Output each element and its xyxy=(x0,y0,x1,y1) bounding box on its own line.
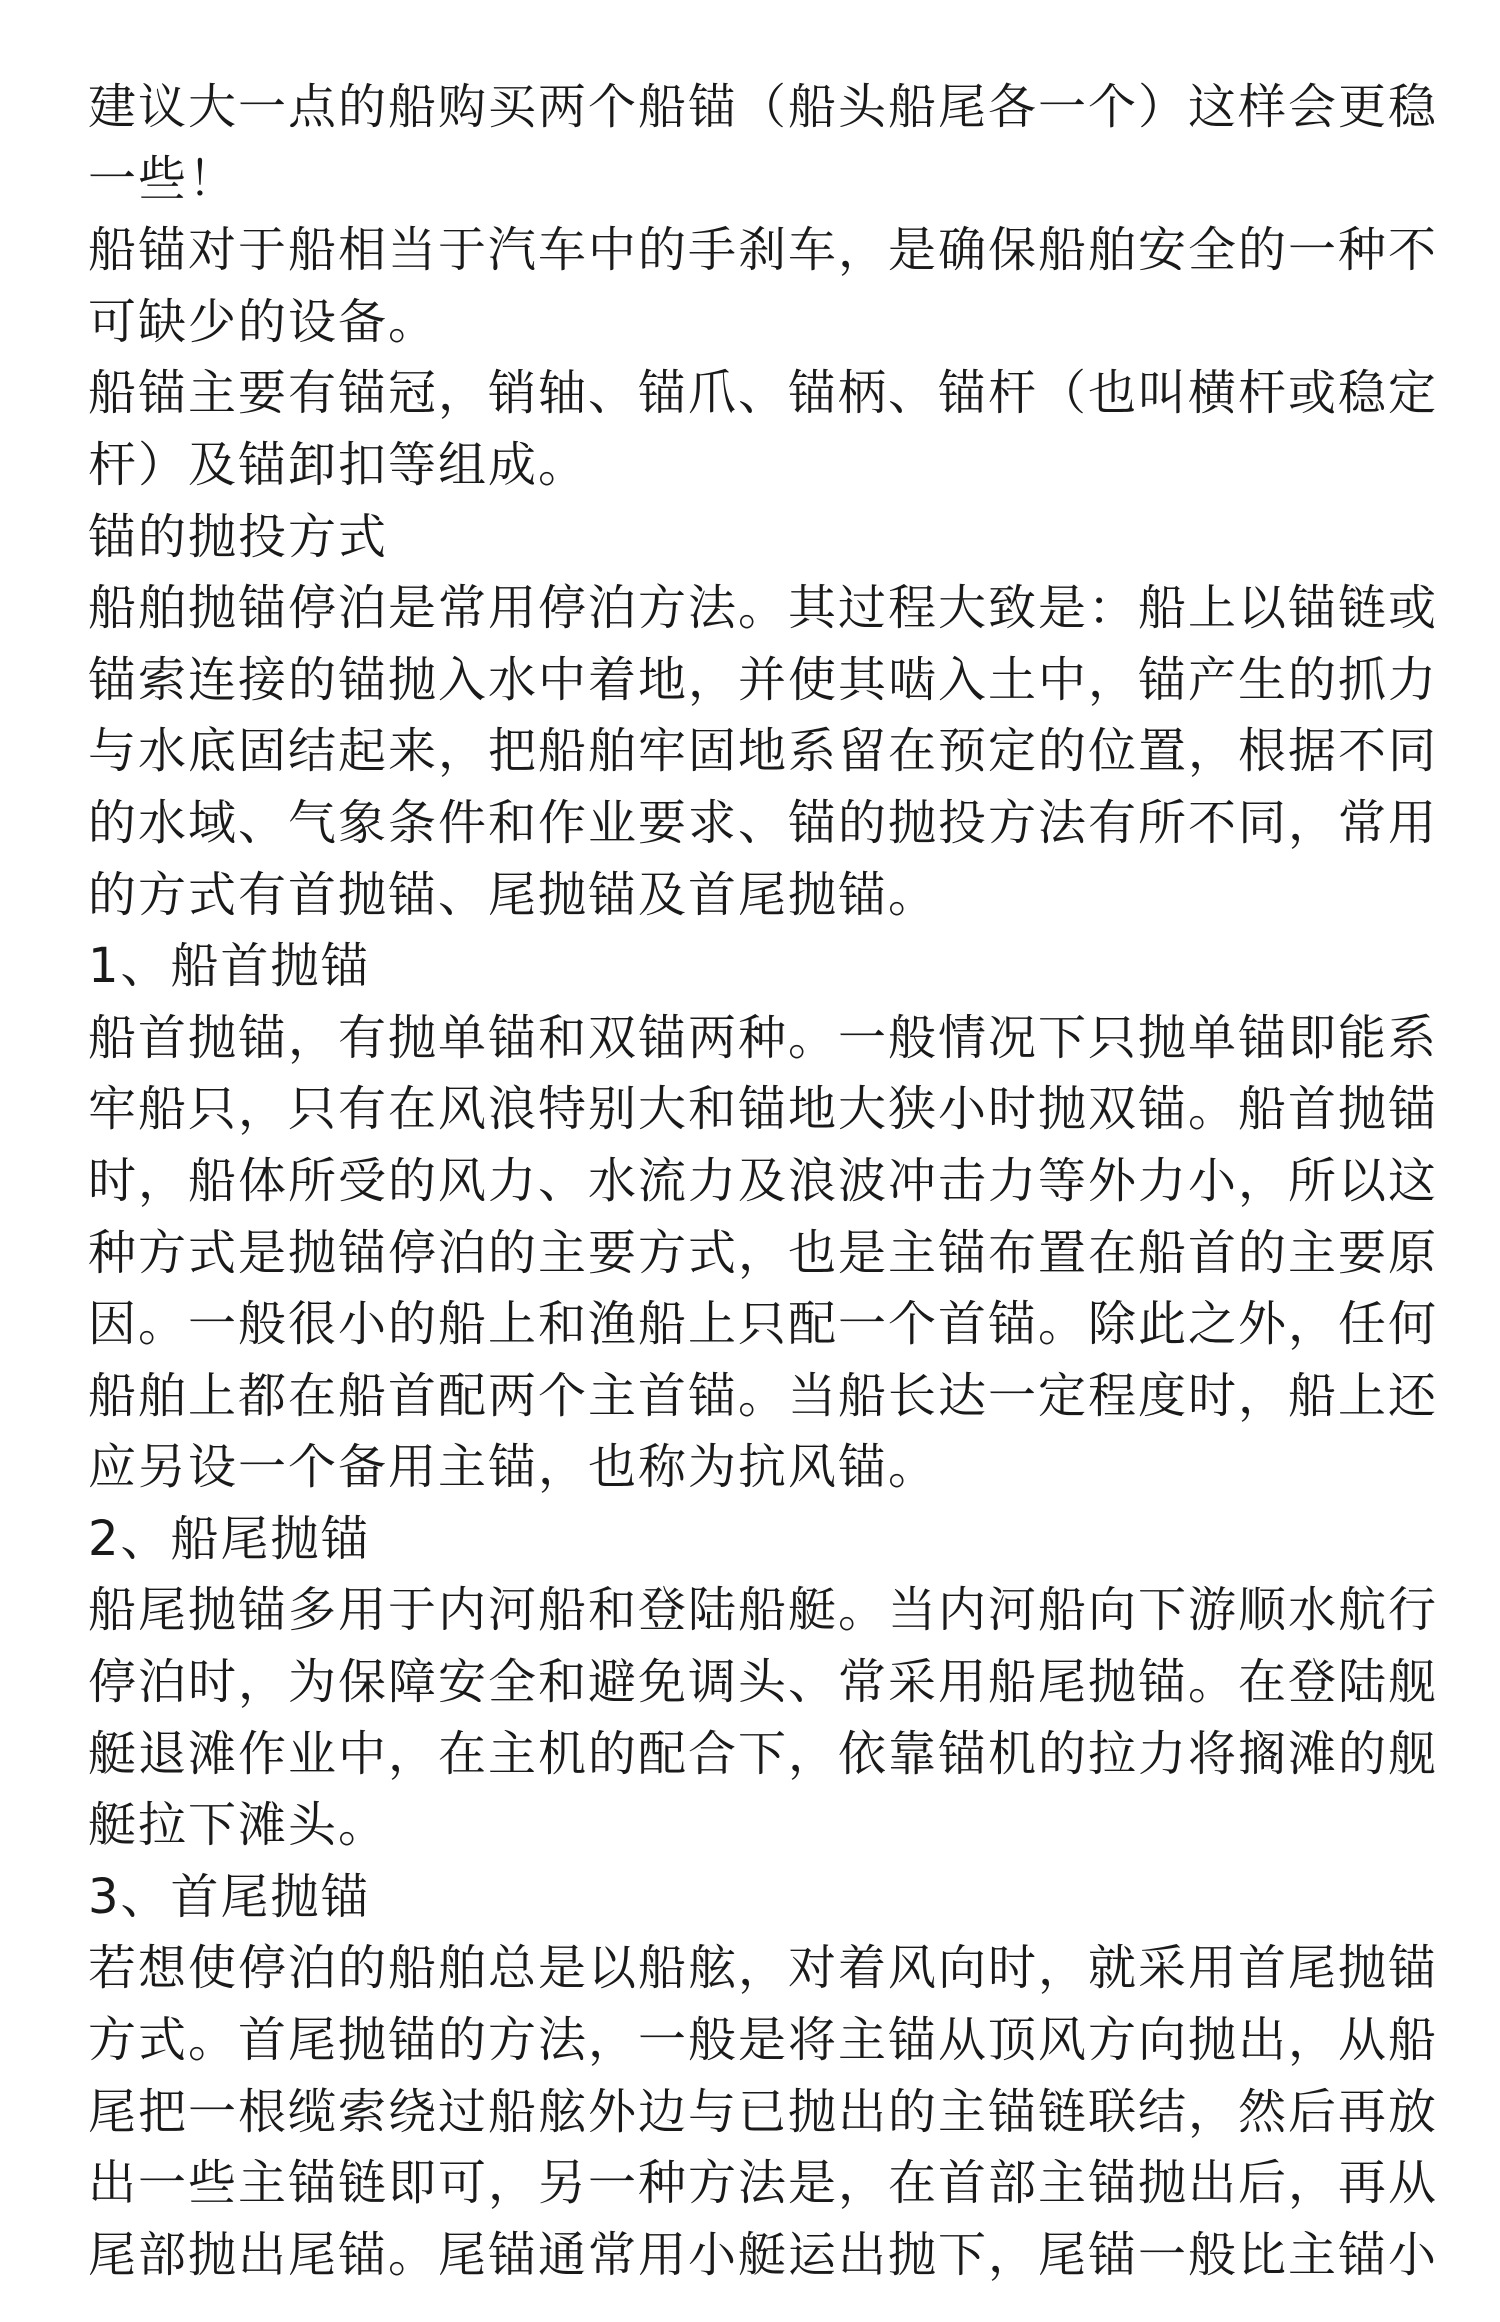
text-line: 船锚对于船相当于汽车中的手刹车，是确保船舶安全的一种不 xyxy=(88,222,1439,279)
text-line: 尾把一根缆索绕过船舷外边与已抛出的主锚链联结，然后再放 xyxy=(88,2083,1439,2140)
text-line: 杆）及锚卸扣等组成。 xyxy=(88,436,589,493)
section-heading: 3、首尾抛锚 xyxy=(88,1868,371,1925)
text-line: 应另设一个备用主锚，也称为抗风锚。 xyxy=(88,1439,939,1496)
text-line: 艇拉下滩头。 xyxy=(88,1797,389,1854)
text-line: 时，船体所受的风力、水流力及浪波冲击力等外力小，所以这 xyxy=(88,1152,1439,1209)
text-line: 牢船只，只有在风浪特别大和锚地大狭小时抛双锚。船首抛锚 xyxy=(88,1081,1439,1138)
section-heading: 2、船尾抛锚 xyxy=(88,1510,371,1567)
text-line: 种方式是抛锚停泊的主要方式，也是主锚布置在船首的主要原 xyxy=(88,1224,1439,1281)
text-line: 船尾抛锚多用于内河船和登陆船艇。当内河船向下游顺水航行 xyxy=(88,1582,1439,1639)
text-line: 的水域、气象条件和作业要求、锚的抛投方法有所不同，常用 xyxy=(88,794,1439,851)
text-line: 船锚主要有锚冠，销轴、锚爪、锚柄、锚杆（也叫横杆或稳定 xyxy=(88,365,1439,422)
text-line: 因。一般很小的船上和渔船上只配一个首锚。除此之外，任何 xyxy=(88,1296,1439,1353)
text-line: 船首抛锚，有抛单锚和双锚两种。一般情况下只抛单锚即能系 xyxy=(88,1009,1439,1066)
text-line: 一些！ xyxy=(88,150,239,207)
text-line: 船舶抛锚停泊是常用停泊方法。其过程大致是：船上以锚链或 xyxy=(88,580,1439,637)
text-line: 艇退滩作业中，在主机的配合下，依靠锚机的拉力将搁滩的舰 xyxy=(88,1725,1439,1782)
text-line: 锚索连接的锚抛入水中着地，并使其啮入土中，锚产生的抓力 xyxy=(88,651,1439,708)
text-line: 停泊时，为保障安全和避免调头、常采用船尾抛锚。在登陆舰 xyxy=(88,1654,1439,1711)
text-line: 方式。首尾抛锚的方法，一般是将主锚从顶风方向抛出，从船 xyxy=(88,2012,1439,2069)
text-line: 可缺少的设备。 xyxy=(88,293,439,350)
text-line: 船舶上都在船首配两个主首锚。当船长达一定程度时，船上还 xyxy=(88,1367,1439,1424)
text-line: 的方式有首抛锚、尾抛锚及首尾抛锚。 xyxy=(88,866,939,923)
article-body xyxy=(88,72,1439,2291)
text-line: 若想使停泊的船舶总是以船舷，对着风向时，就采用首尾抛锚 xyxy=(88,1940,1439,1997)
section-heading: 锚的抛投方式 xyxy=(88,508,389,565)
text-line: 建议大一点的船购买两个船锚（船头船尾各一个）这样会更稳 xyxy=(88,79,1439,135)
text-line: 与水底固结起来，把船舶牢固地系留在预定的位置，根据不同 xyxy=(88,723,1439,780)
text-line: 尾部抛出尾锚。尾锚通常用小艇运出抛下，尾锚一般比主锚小 xyxy=(88,2226,1439,2283)
section-heading: 1、船首抛锚 xyxy=(88,938,371,995)
text-line: 出一些主锚链即可，另一种方法是，在首部主锚抛出后，再从 xyxy=(88,2155,1439,2212)
